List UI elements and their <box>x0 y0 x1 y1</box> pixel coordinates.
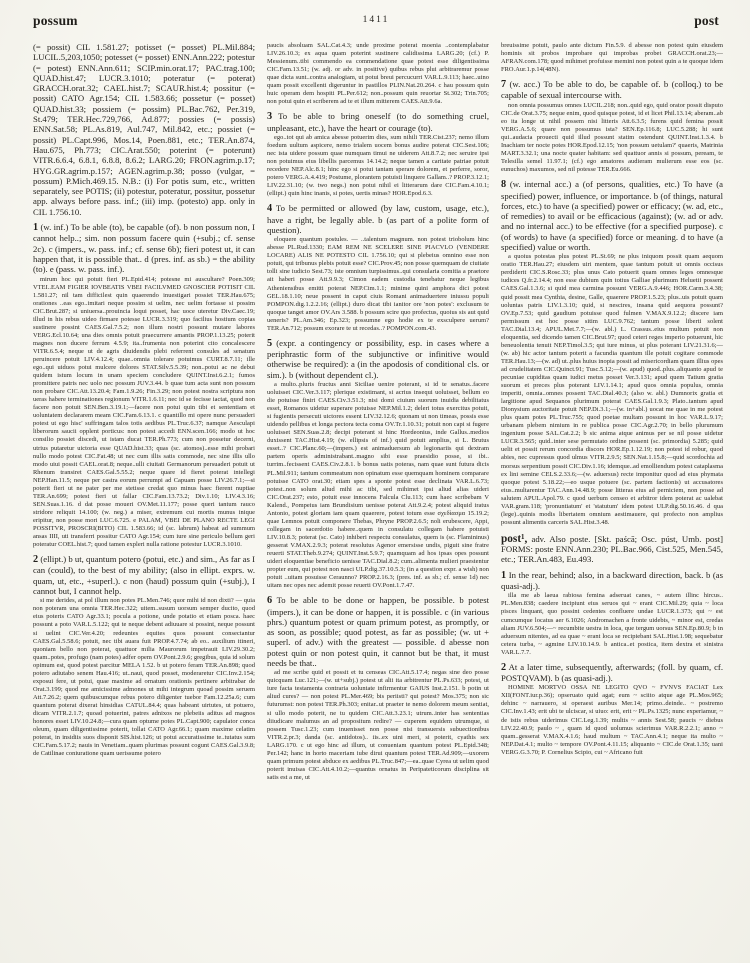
block-text: si me derides, at pol illum non potes PL.Men.746; quor mihi id non dixti? — quia non poteram una omnia TER.Hec.322; uitem..susum uorsum semper ducito, quod eius poteris CATO Agr.33.1; pocula a potione, unde potatio et etiam posca. haec possunt a poto VAR.L.5.122; qui te neque debent adiuuare si possint, neque possunt si uelint CIC.Ver.4.20; redeuntes equites quos possunt consectantur CAES.Gal.5.58.6; potuit, nec tibi auara fuit PROP.4.7.74; ab eo.. auxilium itineri, quoniam bello non poterat, quattuor milia Maurorum impetrauit LIV.29.30.2; quam..potes, profugo (nam potes) adfer opem OV.Pont.2.9.6; gregibus, quia id solum opimum est, quod potest parcitur MELA 1.52. b ut potero feram TER.An.898; quod potero adiutabo senem Hau.416; ut..naui, quod posset, moderaretur CIC.Inv.2.154; exposui fere, ut potui, quae maxime ad ornatum orationis pertinere arbitrabar de Orat.3.199; quod me amicissime admones ut mihi integrum quoad possim seruem Att.7.26.2; quem quibuscumque rebus potero diligenter tuebor Fam.12.25a.6; cum quantum poterat dixerat hinsidias CATUL.84.4; quas habeant uirtutes, ut potuero, dicam VITR.2.1.7; quoad potuerint, patres adnixos ne plebeiis aditus ad magnos honores esset LIV.10.24.8;—cura quam optume potes PL.Capt.900; capulator conca oleum, quam diligentissime poterit, tollat CATO Agr.66.1; quam maxime celatim poterat, in insidiis suos disponit SIS.hist.126; ut potui accuratissime te..tutatus sum CIC.Fam.5.17.2; nauis in Venetiam..quam plurimas possunt cogunt CAES.Gal.3.9.8; de Catilinae coniuratione quam uerissume potero <box>33 597 255 758</box>
citation-block <box>501 253 723 527</box>
block-text: ego..tot qui ab amica abesse potuerim dies, sum nihili TER.Cist.237; nemo illum foedum uultum aspicere, nemo trialem uocem bonus audire poterat CIC.Sest.106; nec ista uidere possum quae numquam timui ne uiderem Att.8.7.2; nec seruire ipsi non potuimus eius libellis parcemus 14.14.2; neque tamen a caritate patriae potuit recedere NEP.Alc.8.1; hinc ego si potui tantam sperare dolorem, et perferre, soror, potero VERG.A.4.419; Postume, plorantem potuisti linquere Gallam..? PROP.3.12.1; LIV.22.31.10; (w. two negs.) non potui nihil ei litterarum dare CIC.Fam.4.10.1; (ellipt.) quin hinc inanis, si potes, uertis minas? HOR.Epod.6.3. <box>267 133 489 198</box>
citation-block <box>267 669 489 782</box>
text-columns <box>33 42 723 954</box>
running-head-left: possum <box>33 13 78 28</box>
citation-block <box>267 236 489 333</box>
sense-gloss <box>267 111 489 133</box>
sense-gloss <box>501 662 723 684</box>
sense-gloss <box>33 42 255 217</box>
sense-number: 1 <box>33 222 39 234</box>
block-text: To be able to be done or happen, be possible. b potest (impers.), it can be done or happen, it is possible. c (in various phrs.) quantum potest or quam primum potest, as promptly, or as soon, as possible; quod potest, as far as possible; (w. ut + superl. of adv.) with the greatest — possible. d abesse non potest quin or non potest quin, it cannot but be that, it must needs be that.. <box>267 595 489 668</box>
sense-gloss <box>267 595 489 668</box>
sense-number: 3 <box>267 111 273 123</box>
block-text: In the rear, behind; also, in a backward direction, back. b (as quasi-adj.). <box>501 569 723 592</box>
sense-number: 8 <box>501 179 507 191</box>
sense-number: 5 <box>267 337 273 349</box>
sense-number: 4 <box>267 203 273 215</box>
page-header <box>33 13 719 31</box>
block-text: non omnia possumus omnes LUCIL.218; non..quid ego, quid orator possit disputo CIC.de Orat.3.75; neque enim, quod quisque potest, id ei licet Phil.13.14; aberam..ab eo ita longe ut nihil possem nisi litteris Att.6.3.5; furens quid femina possit VERG.A.5.6; quare non possumus ista? SEN.Ep.116.8; LUC.5.288; hi sunt qui..audacia prouecti quid illud possunt statim ostendunt QUINT.Inst.1.3.4. b Inachiam ter nocte potes HOR.Epod.12.15; 'non possum uetulam?' quaeris, Matrinia MART.3.32.1; una nocte quater habitam: sed quattuor annis si possum, peream, te Telesilla semel 11.97.1; (cf.) ego amatores audieram mulierum esse eos (sc. eunuchos) maxumos, sed nil potesse TER.Eu.666. <box>501 101 723 174</box>
sense-gloss <box>501 79 723 101</box>
running-head-right: post <box>694 13 719 28</box>
citation-block <box>501 102 723 174</box>
block-text: a quoius potestas plus potest PL.St.69; ne plus iniquom possit quam aequom oratio TER.Hau.27; eiusdem uiri mentem, quae tantum potuit ut omnis occisus perdiderit CIC.S.Rosc.33; plus unus Cato potuerit quam omnes leges omnesque iudices Q.fr.2.14.4; non esse dubium quin totius Galliae plurimum Heluetii possent CAES.Gal.1.3.6; si quid mea carmina possunt VERG.A.9.446; HOR.Carm.3.4.38; quid possit mea Cynthia, desine, Galle, quaerere PROP.1.5.23; plus..uis potuit quam uoluntas patris LIV.1.3.10; quid, si nescires, insana quid aequora possunt? OV.Ep.7.53; quid gaudium potuisse quod fulmen V.MAX.9.12.2; discere iam permissum est hoc posse sitim LUC.9.762; tantum posse liberti solent TAC.Dial.13.4; APUL.Met.7.7;—(w. abl.) L. Crassus..eius multum potuit non eloquentia, sed dicendo tamen CIC.Brut.97; quod ceteri reges imperio potuerunt, hic beneuolentia tenuit NEP.Timol.3.5; qui iure minus, ui plus poterant LIV.21.31.6;—(w. ab) hic actor tantum poterit a facundia quantum ille potuit cogitare commode TER.Hau.13;—(w. ad) ut..plus huius inopia possit ad misericordiam quam illius opes ad crudelitatem CIC.Quinct.91; Tusc.5.12;—(w. apud) quod..plus..aliquanto apud te pecuniae cupiditas quam iudici metus posset Ver.3.131; apud quem Tatium gratia suorum et preces plus poterant LIV.1.14.1; apud quos omnia populus, omnia imperiti, omnia..omnes possent TAC.Dial.40.3; (also w. abl.) Dumnorix gratia et largitione apud Sequanos plurimum poterat CAES.Gal.1.9.3; Plato..tantum apud Dionysium auctoritate potuit NEP.Di.3.1;—(w. in+abl.) uocat me quae in me potest plus quam potes PL.Truc.755; quod poetae multam possunt in hoc VAR.L.9.17; urbanam plebem nimium in re publica posse CIC.Agr.2.70; in bello plurumum ingenium posse SAL.Cat.2.2; b sic anima atque animus per se nil posse uidetur LUCR.3.565; quid..inter sese permutato ordine possent (sc. primordia) 5.285; quid uelit et possit rerum concordia discors HOR.Ep.1.12.19; non potest id robur, quod abies, nec cupressus quod ulmus VITR.2.9.5; SEN.Nat.1.15.8;—quid scordochia ad morsus serpentium possit CIC.Div.1.16; idemque..ad emolliendum potest cataplasma ex lini semine CELS.2.33.6;—(w. aduersus) recte imponitur quod ad eius phymata quoque potest 5.18.22;—eo usque potuere (sc. partem factionis) ut accusatores eius..multarentur TAC.Ann.14.48.9; posse litteras eius ad perniciem, non posse ad salutem APUL.Apol.79. c quod uerbum censeo et arbitror idem poterat ac ualebat VAR.gram.118; 'pronuntiatum' et 'statutum' idem potest ULP.dig.50.16.46. d qua (lege)..quinis modis libertatem omnium aestimauere, qui profecto non amplius possunt alimentis carceris SAL.Hist.3.48. <box>501 253 723 526</box>
sense-gloss <box>501 570 723 592</box>
entry-headword-block <box>501 534 723 565</box>
citation-block <box>501 592 723 656</box>
block-text: HOMINE MORTVO OSSA NE LEGITO QVO ~ FVNVS FACIAT Lex XII(FONT.iur.p.36); opseruato quid agat; eum ~ sciito atque age PL.Mos.965; dehinc ~ narrauero, si operaest auribus Mer.14; primo..deinde.. ~ postremo CIC.Inv.1.43; erit ubi te ulciscar, si uiuo: erit, erit ~ PL.Ps.1325; nunc experiamur, ~ de istis rebus uiderimus CIC.Leg.1.39; multis ~ annis Sest.58; paucis ~ diebus LIV.22.40.9; paulo ~ , quam id quod uolumus scierimus VAR.R.2.2.1; anno ~ quam..gesserat V.MAX.4.1.6; haud multum ~ TAC.Ann.4.1; neque ita multo ~ NEP.Dat.4.1; multo ~ tempore OV.Pont.4.11.15; aliquanto ~ CIC.de Orat.1.35; uani VERG.G.3.70; P. Cornelius Scipio, cui ~ Africano fuit <box>501 684 723 756</box>
sense-gloss <box>501 179 723 252</box>
block-text: (w. inf.) To be able (to), be capable (of). b non possum non, I cannot help..; sim. non possum facere quin (+subj.; cf. sense 2c). c (impers., w. pass. inf.; cf. sense 6b); fieri potest ut, it can happen that, it is possible that.. d (pres. inf. as sb.) = the ability (to). e (pass. w. pass. inf.). <box>33 222 255 275</box>
block-text: breuissime potuit, paulo ante dictum Fin.5.9. d abesse non potest quin eiusdem hominis sit probos improbare qui improbas probet GRACCH.orat.23;—AFRAN.com.178; quod mihimet profuisse memini non potest quin a te quoque idem FRO.Aur.1.p.14(48N). <box>501 42 723 74</box>
sense-gloss <box>33 222 255 274</box>
block-text: mirum hoc qui potuit fieri PL.Epid.414; potesne mi auscultare? Poen.309; VTEI..EAM FIGIER IOVBEATIS VBEI FACILVMED GNOSCIER POTISIT CIL 1.581.27; nil tam difficilest quin quaerendo inuestigari possiet TER.Hau.675; orationes ..eas ego..imitari neque possim si uelim, nec uelim fortasse si possim CIC.Brut.287; si uniuersa..prouincia loqui posset, hac uoce uteretur Div.Caec.19; illud in his rebus uideo firmare potesse LUCR.3.319; quo facilius hostium copias sustinere possint CAES.Gal.7.5.2; non illum nostri possunt mutare labores VERG.Ecl.10.64; una dies omnis potuit praecurrere amantis PROP.1.13.25; poterit magnes non ducere ferrum 4.5.9; ita..frumenta non poterint cito concalescere VITR.6.5.4; neque ut de agris diuidendis plebi referrent consules ad senatum peruincere potuit LIV.4.12.4; quae..omnia tolerare potuimus CURT.8.7.11; ille ego..qui uiduos potui mulcere dolores STAT.Silv.5.5.39; non..potui ac ne debui quidem istum locum in unam speciem concludere QUINT.Inst.6.2.1; fumos promittere patris nec uolo nec possum JUV.3.44. b quae tum acta sunt non possum non probare CIC.Att.13.20.4; Fam.1.9.26; Fin.3.29; non potest nostra scriptura non ueras habere terminationes regionum VITR.1.6.11; nec id se fecisse iactat, quod non facere non potuit SEN.Ben.3.19.1;—facere non potui quin tibi et sententiam et uoluntatem declararem meam CIC.Fam.6.13.1. c quantillo mi opere nunc persuaderi potest ut ego hisc' suffringam talos totis aedibus PL.Truc.6.37; namque Aesculapi liberorum saucii opplent porticus: non potest accedi ENN.scen.166; modo ut hoc consilio possiet discedi, ut istam ducat TER.Ph.773; cum non possetur decerni, utrius putaretur uictoria esse QUAD.hist.33; quas (sc. atomos)..esse mihi probari nullo modo potest CIC.Fat.48; ut nec cum illis satis commode, nec sine illis ullo modo uiui possit CAEL.orat.8; neque..ulli ciuitati Germanorum persuaderi potuit ut Rhenum transiret CAES.Gal.5.55.2; neque quare id fieret poterat intellegi NEP.Han.11.5; neque per castra eorum perrumpi ad Capuam posse LIV.26.7.1;—si poterit fieri ut ne pater per me stetisse credat quo minus haec fierent nuptiae TER.An.699; potest fieri ut fallar CIC.Fam.13.73.2; Div.1.10; LIV.4.3.16; SEN.Suas.1.16. d dat posse moueri OV.Met.11.177; posse queri tantum rauco stridore reliquit 14.100; (w. neg.) a miser, extremum cui mortis munus inique eripitur, non posse mori LUC.6.725. e PALAM, VBEI DE PLANO RECTE LEGI POSSITVR, PROSCRI(BITO) CIL 1.583.66; id (sc. labrum) habeat ad summum ansas IIII, uti transferri possitur CATO Agr.154; cum iure sine periculo bellum geri poteratur COEL.hist.7; quod tamen expleri nulla ratione potestur LUCR.3.1010. <box>33 275 255 549</box>
sense-number: 7 <box>501 79 507 91</box>
column-1 <box>33 42 255 954</box>
block-text: ad me scribe quid et possit et tu censeas CIC.Att.5.17.4; negas sine deo posse quicquam Luc.121;—(w. ut+subj.) potest ut alii ita arbitrentur PL.Ps.633; potest, ut iure facta testamenta contraria uoluntate infirmentur GAIUS Inst.2.151. b potin ut aliud cures? — non potest PL.Mer.469; bis periisti? qui potest? Mos.375; non sic futurumst: non potest TER.Ph.303; enitar..ut praeter te nemo dolorem meum sentiat, si ullo modo poterit, ne tu quidem CIC.Att.3.23.1; utrum..inter has sententias diiudicare malumus an ad propositum redire? — cuperem equidem utrumque, si possem Tusc.1.23; cum inuenisset non posse nisi transuersis subuectionibus VITR.2.pr.3; danda (sc. antidotos).. iis..ex uini meri, si poterit, cyathis sex LARG.170. c ut ego hinc ad illum, ut conueniam quantum potest PL.Epid.348; Per.142; hanc in horto maceriam iube dirui quantum potest TER.Ad.909;—uxorem quam primum potest abduce ex aedibus PL.Truc.847;—ea..quae Cyrea ut uelim quod poterit inuisas CIC.Att.4.10.2;—quantus ornatus in Peripateticorum disciplina sit satis est a me, ut <box>267 669 489 781</box>
citation-block <box>33 597 255 758</box>
citation-block <box>267 381 489 590</box>
sense-number: 2 <box>33 554 39 566</box>
block-text: eloquere quantum postules. — ..talentum magnum. non potest triobolum hinc abesse PL.Rud.1330; EAM REM NE SCELERE SINE PIACVLO (VENDERE LOCARE) ALIS NE POTESTO CIL 1.756.10; qui si plebeius omnino esse non potuit, qui tribunus plebis potuit esse? CIC.Prov.45; non posse quemquam de ciuitate tolli sine iudicio Sest.73; iste omnium turpissimus..qui consularia comitia a praetore ait haberi posse Att.9.9.3; Cimon eadem custodia tenebatur neque legibus Atheniensibus emitti poterat NEP.Cim.1.1; minime quini amphora dici potest GEL.18.1.10; neue possent in caput ciuis Romani animaduertere iniussu populi POMPON.dig.1.2.2.16; (ellipt.) duro dicat tibi ianitor ore 'non potes': exclusum te quoque tanget amor OV.Ars 3.588. b possum scire quo profectus, quoius sis aut quid ueneris? PL.Am.346; Ep.323; possumne ego hodie ex te exsculpere uerum? TER.An.712; possum exorare te ut recedas..? POMPON.com.43. <box>267 236 489 332</box>
block-text: At a later time, subsequently, afterwards; (foll. by quam, cf. POSTQVAM). b (as quasi-adj.). <box>501 661 723 684</box>
block-text: adv. Also poste. [Skt. paścā; Osc. púst, Umb. post] FORMS: poste ENN.Ann.230; PL.Bac.966, Cist.525, Men.545, etc.; TER.An.483, Eu.493. <box>501 533 723 565</box>
block-text: (w. internal acc.) a (of persons, qualities, etc.) To have (a specified) power, influence, or importance. b (of things, natural forces, etc.) to have (a specified) power or efficacy; (w. ad, etc., of remedies) to avail or be efficacious (against); (w. ad or adv. and no internal acc.) to be effective (for a specified purpose). c (of words) to have (a specified) force or meaning. d to have (a specified) value or worth. <box>501 179 723 252</box>
column-3 <box>501 42 723 954</box>
block-text: (ellipt.) b ut, quantum potero (potui, etc.) and sim., As far as I can (could), to the best of my ability; (also in ellipt. exprs. w. quam, ut, etc., +superl.). c non (haud) possum quin (+subj.), I cannot but, I cannot help. <box>33 554 255 597</box>
citation-block <box>501 684 723 756</box>
block-text: (w. acc.) To be able to do, be capable of. b (colloq.) to be capable of sexual intercourse with. <box>501 79 723 101</box>
citation-block <box>33 276 255 550</box>
sense-gloss <box>267 338 489 380</box>
block-text: (= possit) CIL 1.581.27; potisset (= posset) PL.Mil.884; LUCIL.5,203,1050; potesset (= posset) ENN.Ann.222; potestur (= potest) ENN.Ann.611; SCIP.min.orat.17; PAC.trag.100; QUAD.hist.47; LUCR.3.1010; poteratur (= poterat) GRACCH.orat.32; CAEL.hist.7; SCAUR.hist.4; possitur (= possit) CATO Agr.154; CIL 1.583.66; possetur (= posset) QUAD.hist.33; possiem (= possim) PL.Bac.762, Per.319, St.479; TER.Hec.729,766, Ad.877; possies (= possis) ENN.Sat.58; PL.As.819, Aul.747, Mil.842, etc.; possiet (= possit) PL.Capt.996, Mos.14, Poen.881, etc.; TER.An.874, Hau.675, Ph.773; CIC.Arat.550; poterint (= poterunt) VITR.6.6.4, 6.8.1, 6.8.8, 8.6.2; LARG.20; FRON.agrim.p.17; HYG.GR.agrim.p.157; AGEN.agrim.p.38; posso (vulgar, = possum) P.Mich.469.15. N.B.: (i) For potis sum, etc., written separately, see POTIS; (ii) potestur, poteratur, possitur, possetur app. always before pass. inf.; (iii) imp. (potesto) app. only in CIL 1.756.10. <box>33 42 255 217</box>
sense-gloss <box>33 554 255 596</box>
block-text: (expr. a contingency or possibility, esp. in cases where a periphrastic form of the subjunctive or infinitive would otherwise be required): a (in the apodosis of conditional cls. or sim.). b (without dependent cl.). <box>267 337 489 380</box>
block-text: To be able to bring oneself (to do something cruel, unpleasant, etc.), have the heart or courage (to). <box>267 111 489 133</box>
citation-block <box>267 134 489 198</box>
sense-number: 1 <box>501 569 507 581</box>
block-text: a multo..pluris fructus anni Siciliae uenire poterant, si id te senatus..facere uoluisset CIC.Ver.3.117; plerique existimant, si acrius insequi uoluisset, bellum eo die potuisse finiri CAES.Civ.3.51.3; nisi domi ciuium suorum inuidia debilitatus esset, Romanos uidetur superare potuisse NEP.Mil.1.2; deleri totus exercitus potuit, si fugientis persecuti uictores essent LIV.32.12.6; quonam ut non timeas, possis esse uidendo pellibus et longa pectora tecta coma OV.Tr.1.10.31; potuit non capi si fugere uoluisset SEN.Suas.2.8; decipi poterant si hinc Hordeonius, inde Gallus..medios duxissent TAC.Hist.4.19; (w. ellipsis of inf.) quid potuit amplius, si L. Brutus esset..? CIC.Planc.60;—(impers.) est animaduersum ab legionariis qui dextram partem operis administrabant..magno sibi esse praesidio posse, si ibi.. turrim..fecissent CAES.Civ.2.8.1. b bonus uatis poteras, nam quae sunt futura dicis PL.Mil.911; tantum commeatum non opinatum esse quemquam hominem comparare potuisse CATO orat.30; etiam spes a sponte potest esse declinata VAR.L.6.73; potest..non solum aliud mihi ac tibi, sed mihimet ipsi aliud alias uideri CIC.Orat.237; esto, potuit esse innocens Falcula Clu.113; cum haec scribebam V Kalend., Pompeius iam Brundisium uenisse poterat Att.9.2.4; potest aliquid iratus Antonio, potest gloriam iam quam quaerere, potest totum esse σχεδίασμα 15.19.2; quae Lemnos potuit componere Thebas, Phryne PROP.2.6.5; noli erubescere, Appi, collegam in sacerdotio habere..quem in consulatu collegam habere potuisti LIV.10.8.3; poterat (sc. Cato) inhiberi respectu consulatus, quem is (sc. Flamininus) gesserat V.MAX.2.9.3; poterat resolutus Agenor emersisse undis, piguit sine fratre reuerti STAT.Theb.9.274; QUINT.Inst.5.9.7; quamquam ad hos ipsas opes possunt uideri eloquentiae beneficio uenisse TAC.Dial.8.2; cum..alimenta mulieri praestentur propter eum, qui potest non nasci ULP.dig.37.10.5.3; (in a question expr. a wish) non potuit ..uitam posuisse Ceraunno? PROP.2.16.3; (pres. inf. as sb.; cf. sense 1d) nec uitam nec opes nec ademit posse reuerti OV.Pont.1.7.47. <box>267 380 489 590</box>
citation-block <box>501 42 723 74</box>
block-text: paucis absoluam SAL.Cat.4.3; unde proxime poterat moenia ..contemplabatur LIV.26.10.3; ex aqua quam poterint sustinere calidissima LARG.20; (cf.) P. Messienum..tibi commendo ea commendatione quae potest esse diligentissima CIC.Fam.13.51; (w. adj. or adv. in positive) quibus rebus plui arbitraremur posse quae dicta sunt..contra analogiam, ut potui breui percucurri VAR.L.9.113; haec..uino quam possit excellenti digeruntur in pastillos PLIN.Nat.20.264. c hau possum quin huic operam dem hospiti PL.Per.612; non..possum quin reuortar St.302; Trin.705; non potui quin et scriberem ad te et illum mitterem CAES.Att.9.6a. <box>267 42 489 106</box>
page-number: 1411 <box>362 15 390 25</box>
block-text: illa me ab laeua rabiosa femina adseruat canes, ~ autem illinc hircus.. PL.Men.838; caedere incipiunt eius seruos qui ~ erant CIC.Mil.29; quia ~ loca pisces linquant, quo possint cedentes confluere undae LUCR.1.373; qui ~ est cumcumque locatus aer 6.1026; Andromachen a fronte uidebis, ~ minor est, credas aliam JUV.6.504;—~ recumbite uestra in loca, que tergum uorsus SEN.Ep.80.9; b in aduersum nitentes, ad ea quae ~ erant loca se recipiebant SAL.Hist.1.98; sequebatur cetera turba, ~ agmine LIV.10.14.9. b antica..et postica, item dextra et sinistra VAR.L.7.7. <box>501 592 723 656</box>
sense-gloss <box>267 203 489 235</box>
block-text: To be permitted or allowed (by law, custom, usage, etc.), have a right, be legally able. b (as part of a polite form of question). <box>267 203 489 235</box>
citation-block <box>267 42 489 106</box>
sense-number: 6 <box>267 595 273 607</box>
column-2 <box>267 42 489 954</box>
headword: post¹, <box>501 532 528 545</box>
sense-number: 2 <box>501 661 507 673</box>
